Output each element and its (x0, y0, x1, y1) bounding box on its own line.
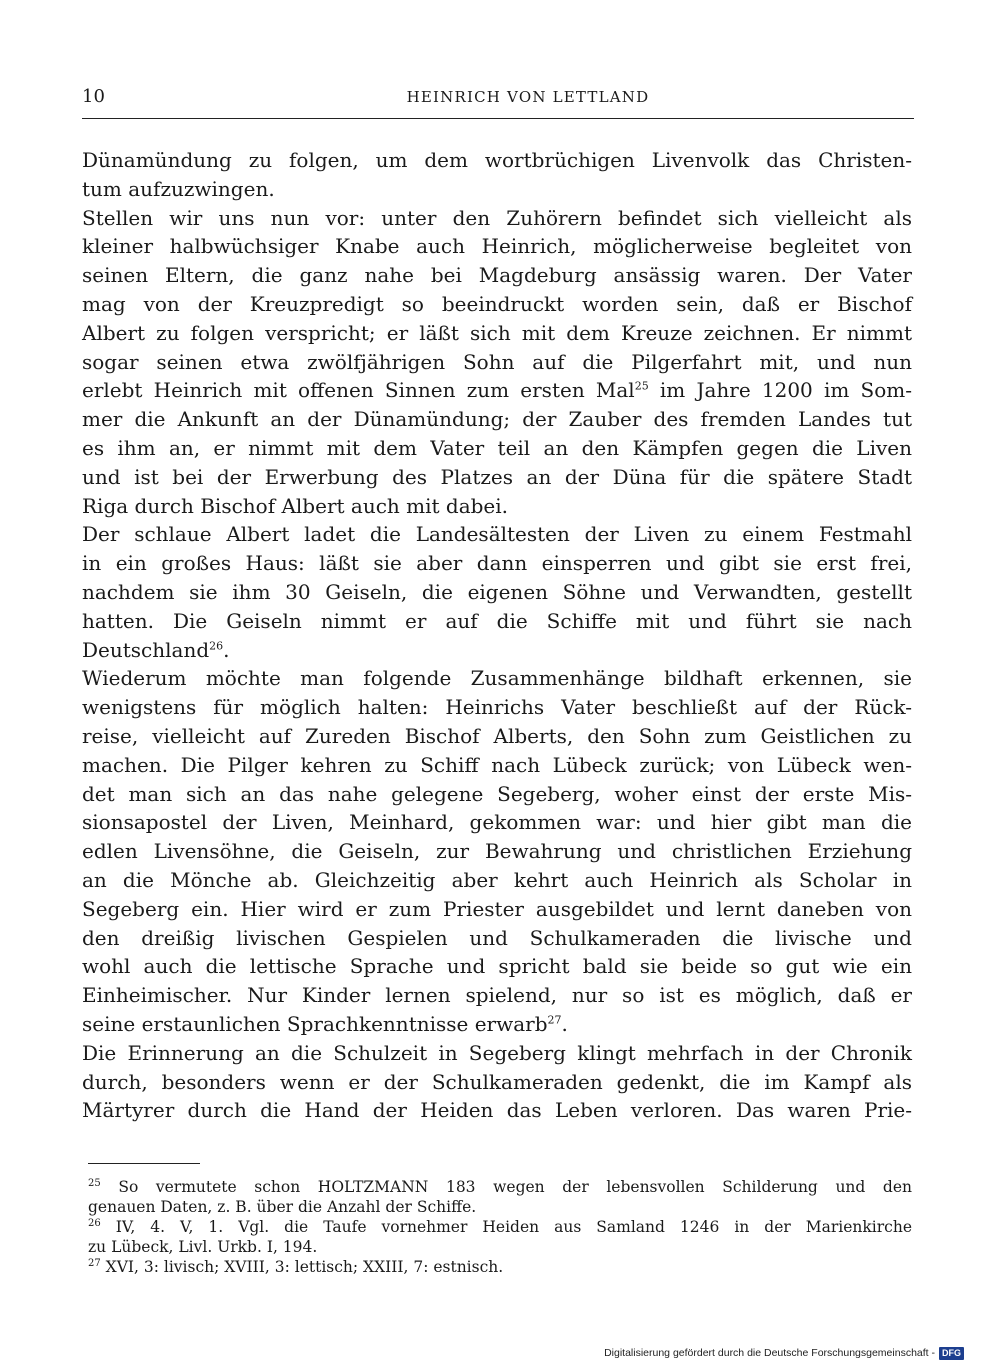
footnote-marker: 25 (88, 1177, 101, 1189)
scan-credit-text: Digitalisierung gefördert durch die Deutsche Forschungsgemeinschaft - (604, 1347, 935, 1359)
text-segment: seine erstaunlichen Sprachkenntnisse erwarb (82, 1011, 548, 1036)
text-line: machen. Die Pilger kehren zu Schiff nach Lübeck zurück; von Lübeck wen- (82, 752, 912, 777)
text-line: Der schlaue Albert ladet die Landesältesten der Liven zu einem Festmahl (82, 522, 912, 547)
text-line (82, 376, 912, 405)
body-text (82, 146, 912, 1125)
text-line: hatten. Die Geiseln nimmt er auf die Schiffe mit und führt sie nach (82, 608, 912, 633)
text-line: Märtyrer durch die Hand der Heiden das Leben verloren. Das waren Prie- (82, 1098, 912, 1123)
text-segment: . (223, 637, 230, 662)
text-line: sionsapostel der Liven, Meinhard, gekommen war: und hier gibt man die (82, 810, 912, 835)
footnote (88, 1257, 912, 1277)
text-line: Wiederum möchte man folgende Zusammenhänge bildhaft erkennen, sie (82, 666, 912, 691)
scan-credit (604, 1346, 964, 1360)
text-line: mag von der Kreuzpredigt so beeindruckt worden sein, daß er Bischof (82, 291, 912, 316)
text-line: Stellen wir uns nun vor: unter den Zuhörern befindet sich vielleicht als (82, 205, 912, 230)
text-line: wenigstens für möglich halten: Heinrichs Vater beschließt auf der Rück- (82, 695, 912, 720)
footnote (88, 1177, 912, 1217)
text-line: Riga durch Bischof Albert auch mit dabei. (82, 493, 509, 518)
text-line: mer die Ankunft an der Dünamündung; der Zauber des fremden Landes tut (82, 407, 912, 432)
text-line (82, 636, 912, 665)
page-number: 10 (82, 86, 105, 107)
text-segment: . (561, 1011, 568, 1036)
header-rule (82, 118, 914, 119)
footnote-marker: 27 (88, 1257, 101, 1269)
text-line: edlen Livensöhne, die Geiseln, zur Bewahrung und christlichen Erziehung (82, 839, 912, 864)
footnote-ref[interactable]: 27 (547, 1013, 562, 1027)
text-line: Die Erinnerung an die Schulzeit in Segeberg klingt mehrfach in der Chronik (82, 1040, 912, 1065)
footnote-rule (88, 1163, 200, 1164)
text-line: seinen Eltern, die ganz nahe bei Magdeburg ansässig waren. Der Vater (82, 263, 912, 288)
text-segment: Deutschland (82, 637, 210, 662)
footnote-line: zu Lübeck, Livl. Urkb. I, 194. (88, 1238, 318, 1256)
text-line: sogar seinen etwa zwölfjährigen Sohn auf die Pilgerfahrt mit, und nun (82, 349, 912, 374)
text-line (82, 1010, 912, 1039)
running-title: HEINRICH VON LETTLAND (406, 88, 650, 106)
text-line: det man sich an das nahe gelegene Segeberg, woher einst der erste Mis- (82, 781, 912, 806)
text-segment: im Jahre 1200 im Som- (648, 378, 912, 403)
footnote-line: genauen Daten, z. B. über die Anzahl der Schiffe. (88, 1198, 477, 1216)
footnote-line (88, 1177, 912, 1197)
footnote-text: IV, 4. V, 1. Vgl. die Taufe vornehmer Heiden aus Samland 1246 in der Marienkirche (100, 1218, 912, 1236)
footnote-ref[interactable]: 26 (209, 638, 224, 652)
text-line: in ein großes Haus: läßt sie aber dann einsperren und gibt sie erst frei, (82, 551, 912, 576)
text-line: an die Mönche ab. Gleichzeitig aber kehrt auch Heinrich als Scholar in (82, 867, 912, 892)
text-segment: erlebt Heinrich mit offenen Sinnen zum ersten Mal (82, 378, 635, 403)
footnote-marker: 26 (88, 1217, 101, 1229)
text-line: es ihm an, er nimmt mit dem Vater teil an den Kämpfen gegen die Liven (82, 435, 912, 460)
text-line: und ist bei der Erwerbung des Platzes an der Düna für die spätere Stadt (82, 464, 912, 489)
text-line: reise, vielleicht auf Zureden Bischof Alberts, den Sohn zum Geistlichen zu (82, 723, 912, 748)
footnotes (88, 1177, 912, 1277)
footnote (88, 1217, 912, 1257)
text-line: Einheimischer. Nur Kinder lernen spielend, nur so ist es möglich, daß er (82, 983, 912, 1008)
footnote-line (88, 1217, 912, 1237)
text-line: nachdem sie ihm 30 Geiseln, die eigenen Söhne und Verwandten, gestellt (82, 579, 912, 604)
footnote-ref[interactable]: 25 (634, 379, 649, 393)
page-header (82, 86, 914, 116)
footnote-text: So vermutete schon HOLTZMANN 183 wegen der lebensvollen Schilderung und den (100, 1178, 912, 1196)
text-line: Albert zu folgen verspricht; er läßt sich mit dem Kreuze zeichnen. Er nimmt (82, 320, 912, 345)
footnote-text: XVI, 3: livisch; XVIII, 3: lettisch; XXIII, 7: estnisch. (100, 1258, 504, 1276)
text-line: wohl auch die lettische Sprache und spricht bald sie beide so gut wie ein (82, 954, 912, 979)
footnote-line (88, 1257, 912, 1277)
text-line: Segeberg ein. Hier wird er zum Priester ausgebildet und lernt daneben von (82, 896, 912, 921)
text-line: den dreißig livischen Gespielen und Schulkameraden die livische und (82, 925, 912, 950)
dfg-logo-icon: DFG (939, 1347, 964, 1360)
text-line: tum aufzuzwingen. (82, 176, 275, 201)
text-line: durch, besonders wenn er der Schulkameraden gedenkt, die im Kampf als (82, 1069, 912, 1094)
text-line: Dünamündung zu folgen, um dem wortbrüchigen Livenvolk das Christen- (82, 148, 912, 172)
text-line: kleiner halbwüchsiger Knabe auch Heinrich, möglicherweise begleitet von (82, 234, 912, 259)
